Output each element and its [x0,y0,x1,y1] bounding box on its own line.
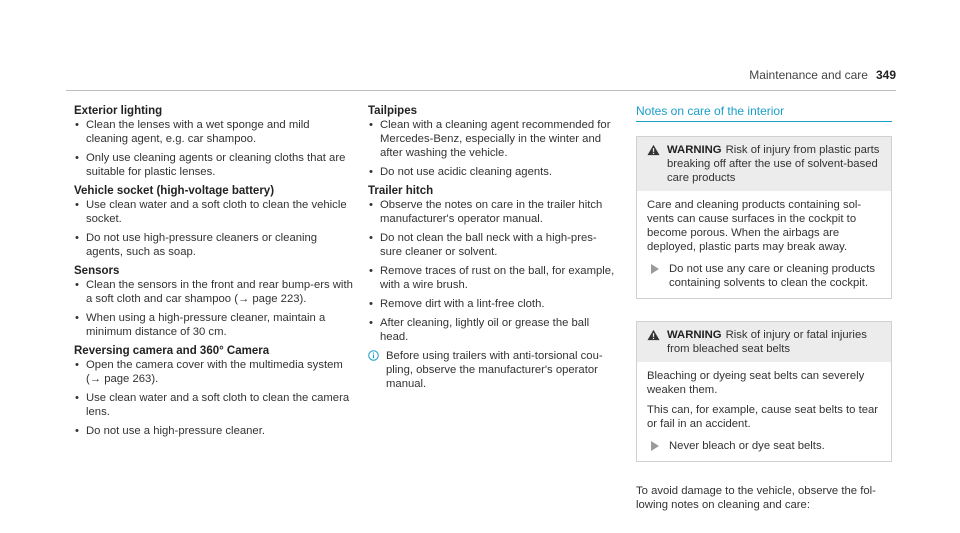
action-step-text: Never bleach or dye seat belts. [669,440,825,452]
action-step [647,439,883,453]
list-item: • Use clean water and a soft cloth to clean the vehicle socket. [74,198,354,226]
action-step [647,262,883,290]
list-reversing-camera [74,358,354,438]
intro-paragraph: To avoid damage to the vehicle, observe the fol-lowing notes on cleaning and care: [636,485,876,511]
list-exterior-lighting [74,118,354,179]
warning-paragraph: Bleaching or dyeing seat belts can severely weaken them. [647,370,865,396]
heading-tailpipes: Tailpipes [368,105,417,117]
list-item: • Do not use acidic cleaning agents. [368,165,618,179]
play-arrow-icon [651,441,659,451]
info-note [368,349,618,391]
warning-box [636,136,892,299]
list-item: • Observe the notes on care in the trailer hitch manufacturer's operator manual. [368,198,618,226]
section-title: Notes on care of the interior [636,104,892,122]
column-left [74,104,354,443]
warning-triangle-icon [647,144,660,156]
list-item: • Use clean water and a soft cloth to clean the camera lens. [74,391,354,419]
warning-body [637,362,891,461]
warning-body [637,191,891,298]
warning-header [637,322,891,362]
list-vehicle-socket [74,198,354,259]
list-item: • Do not use high-pressure cleaners or cleaning agents, such as soap. [74,231,354,259]
list-item: • Clean the sensors in the front and rear bump-ers with a soft cloth and car shampoo (→ page 223). [74,278,354,306]
list-item: • Only use cleaning agents or cleaning cloths that are suitable for plastic lenses. [74,151,354,179]
warning-header [637,137,891,191]
list-item: • Do not clean the ball neck with a high-pres-sure cleaner or solvent. [368,231,618,259]
heading-exterior-lighting: Exterior lighting [74,105,163,117]
page-header [749,68,896,82]
warning-triangle-icon [647,329,660,341]
warning-headline: Risk of injury from plastic parts breaking off after the use of solvent-based care products [667,144,880,184]
action-step-text: Do not use any care or cleaning products containing solvents to clean the cockpit. [669,263,875,289]
heading-trailer-hitch: Trailer hitch [368,185,434,197]
list-tailpipes [368,118,618,179]
heading-vehicle-socket: Vehicle socket (high-voltage battery) [74,185,275,197]
heading-sensors: Sensors [74,265,120,277]
page-number: 349 [875,68,896,82]
list-item: • After cleaning, lightly oil or grease the ball head. [368,316,618,344]
warning-headline: Risk of injury or fatal injuries from bleached seat belts [667,329,867,355]
warning-box [636,321,892,462]
list-item: • Remove traces of rust on the ball, for example, with a wire brush. [368,264,618,292]
warning-paragraph: Care and cleaning products containing sol-vents can cause surfaces in the cockpit to become porous. When the airbags are deployed, plastic parts may break away. [647,199,862,253]
info-note-text: Before using trailers with anti-torsional cou-pling, observe the manufacturer's operator manual. [386,350,603,390]
heading-reversing-camera: Reversing camera and 360° Camera [74,345,270,357]
list-item: • Clean the lenses with a wet sponge and mild cleaning agent, e.g. car shampoo. [74,118,354,146]
warning-label: WARNING [667,144,722,156]
list-item: • When using a high-pressure cleaner, maintain a minimum distance of 30 cm. [74,311,354,339]
header-divider [66,90,896,91]
list-item: • Clean with a cleaning agent recommended for Mercedes-Benz, especially in the winter and after washing the vehicle. [368,118,618,160]
list-trailer-hitch [368,198,618,344]
warning-label: WARNING [667,329,722,341]
list-sensors [74,278,354,339]
section-name: Maintenance and care [749,68,868,82]
list-item: • Remove dirt with a lint-free cloth. [368,297,618,311]
info-icon [368,350,379,361]
play-arrow-icon [651,264,659,274]
column-right [636,104,892,512]
warning-paragraph: This can, for example, cause seat belts to tear or fail in an accident. [647,404,879,430]
column-middle [368,104,618,391]
list-item: • Open the camera cover with the multimedia system (→ page 263). [74,358,354,386]
list-item: • Do not use a high-pressure cleaner. [74,424,354,438]
